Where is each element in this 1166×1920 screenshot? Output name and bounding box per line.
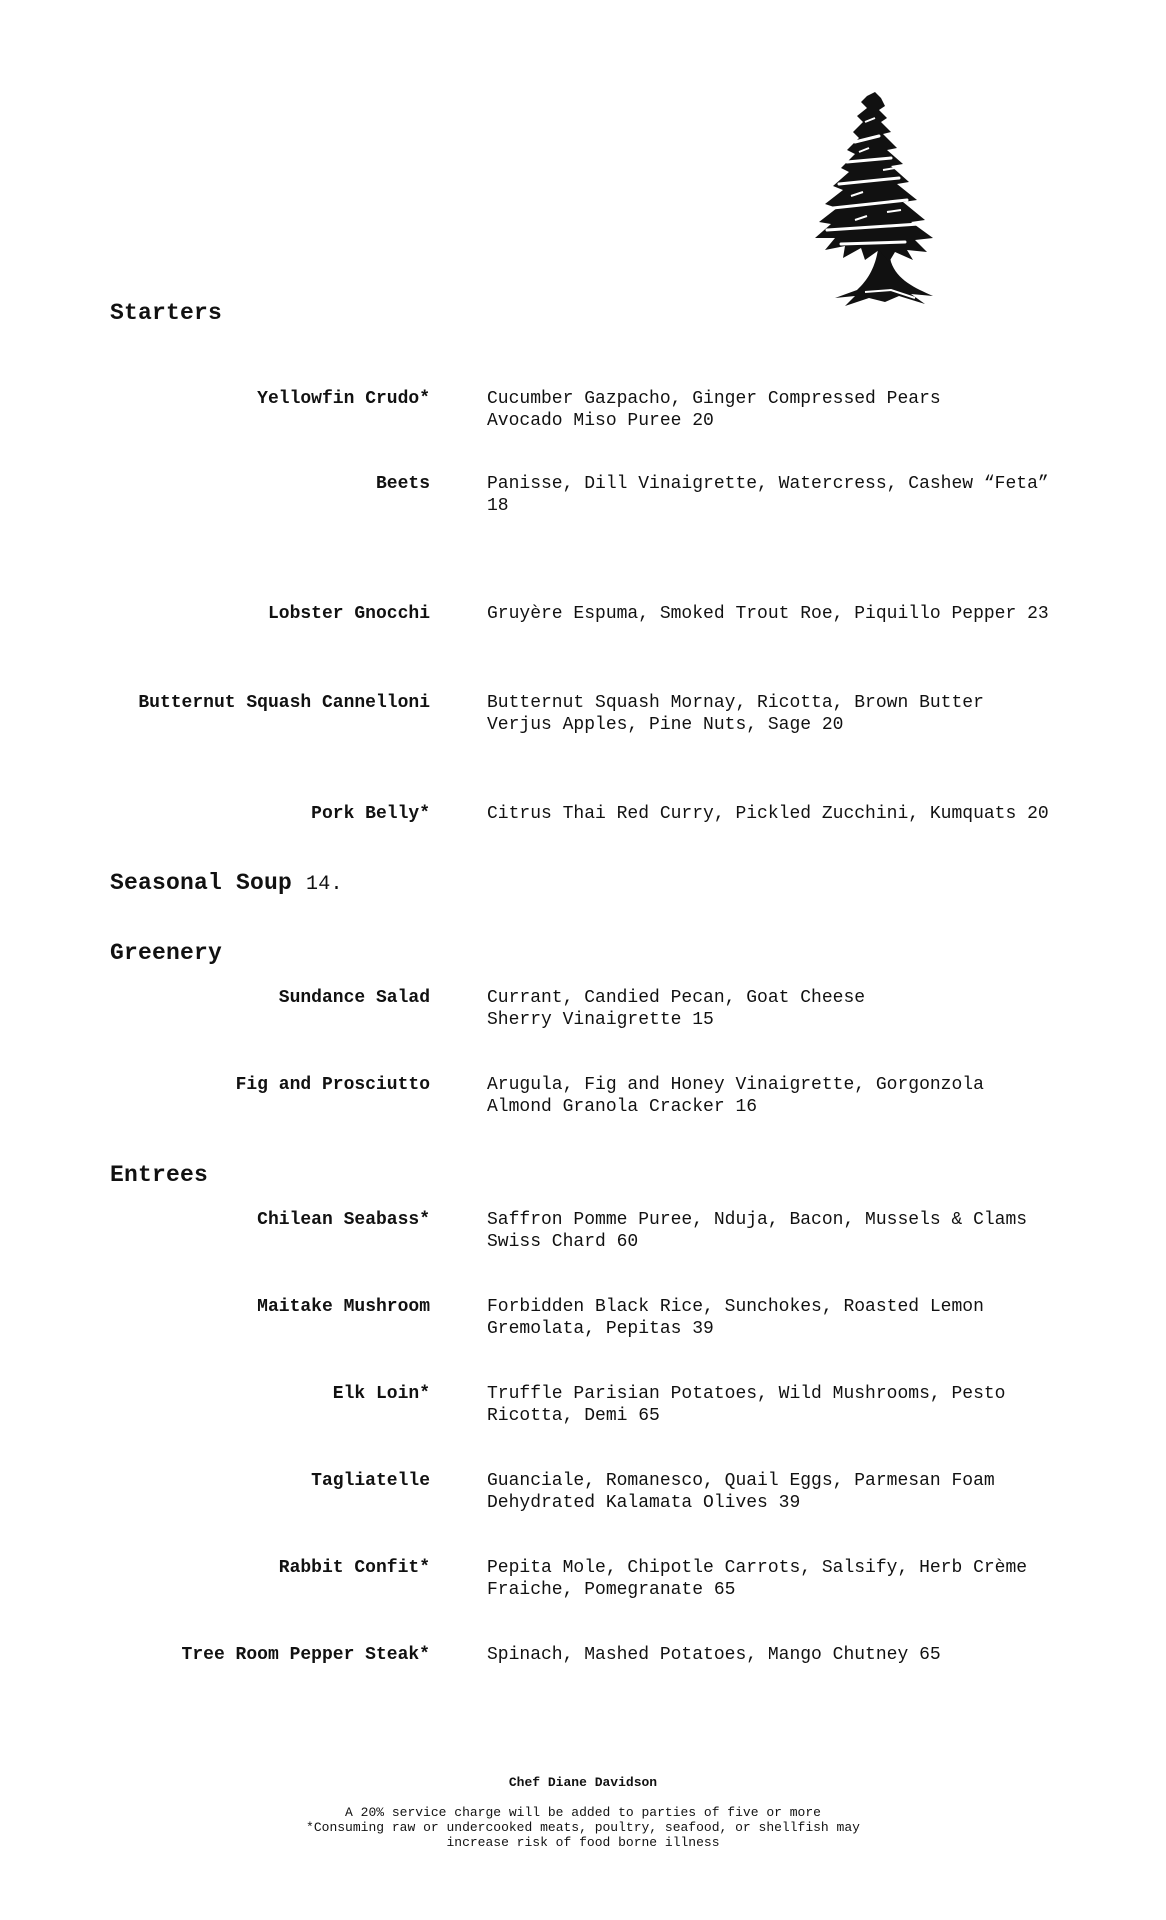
item-description: Currant, Candied Pecan, Goat Cheese Sherry Vinaigrette 15 (487, 988, 866, 1030)
item-description: Arugula, Fig and Honey Vinaigrette, Gorgonzola Almond Granola Cracker 16 (487, 1075, 984, 1117)
item-description: Saffron Pomme Puree, Nduja, Bacon, Mussels & Clams Swiss Chard 60 (487, 1210, 1028, 1252)
chef-name: Chef Diane Davidson (508, 1775, 658, 1790)
item-name: Elk Loin* (332, 1384, 430, 1404)
item-name: Tree Room Pepper Steak* (181, 1645, 430, 1665)
item-description: Forbidden Black Rice, Sunchokes, Roasted Lemon Gremolata, Pepitas 39 (487, 1297, 984, 1339)
item-name: Maitake Mushroom (257, 1297, 430, 1317)
section-title-starters: Starters (110, 300, 223, 326)
item-name: Chilean Seabass* (257, 1210, 430, 1230)
item-description: Butternut Squash Mornay, Ricotta, Brown Butter Verjus Apples, Pine Nuts, Sage 20 (487, 693, 984, 735)
item-description: Citrus Thai Red Curry, Pickled Zucchini, Kumquats 20 (487, 804, 1049, 824)
tree-icon (795, 92, 963, 312)
soup-title: Seasonal Soup (110, 870, 293, 896)
consumption-warning: *Consuming raw or undercooked meats, poultry, seafood, or shellfish may (306, 1820, 860, 1835)
item-name: Fig and Prosciutto (235, 1075, 430, 1095)
item-name: Yellowfin Crudo* (257, 389, 430, 409)
item-description: Guanciale, Romanesco, Quail Eggs, Parmesan Foam Dehydrated Kalamata Olives 39 (487, 1471, 995, 1513)
item-description: Panisse, Dill Vinaigrette, Watercress, Cashew “Feta” 18 (487, 474, 1049, 516)
service-charge-note: A 20% service charge will be added to parties of five or more (345, 1805, 821, 1820)
section-title-entrees: Entrees (110, 1162, 209, 1188)
section-title-soup (110, 870, 343, 896)
footer-notes (0, 1805, 1166, 1850)
item-description: Cucumber Gazpacho, Ginger Compressed Pears Avocado Miso Puree 20 (487, 389, 941, 431)
item-name: Rabbit Confit* (278, 1558, 430, 1578)
section-title-greenery: Greenery (110, 940, 223, 966)
consumption-warning-cont: increase risk of food borne illness (446, 1835, 720, 1850)
item-name: Tagliatelle (311, 1471, 430, 1491)
item-name: Sundance Salad (278, 988, 430, 1008)
item-description: Spinach, Mashed Potatoes, Mango Chutney 65 (487, 1645, 941, 1665)
item-description: Truffle Parisian Potatoes, Wild Mushrooms, Pesto Ricotta, Demi 65 (487, 1384, 1006, 1426)
item-name: Butternut Squash Cannelloni (138, 693, 430, 713)
soup-price: 14. (306, 873, 343, 896)
item-description: Pepita Mole, Chipotle Carrots, Salsify, Herb Crème Fraiche, Pomegranate 65 (487, 1558, 1028, 1600)
item-name: Beets (375, 474, 430, 494)
item-description: Gruyère Espuma, Smoked Trout Roe, Piquillo Pepper 23 (487, 604, 1049, 624)
item-name: Lobster Gnocchi (267, 604, 430, 624)
item-name: Pork Belly* (311, 804, 430, 824)
